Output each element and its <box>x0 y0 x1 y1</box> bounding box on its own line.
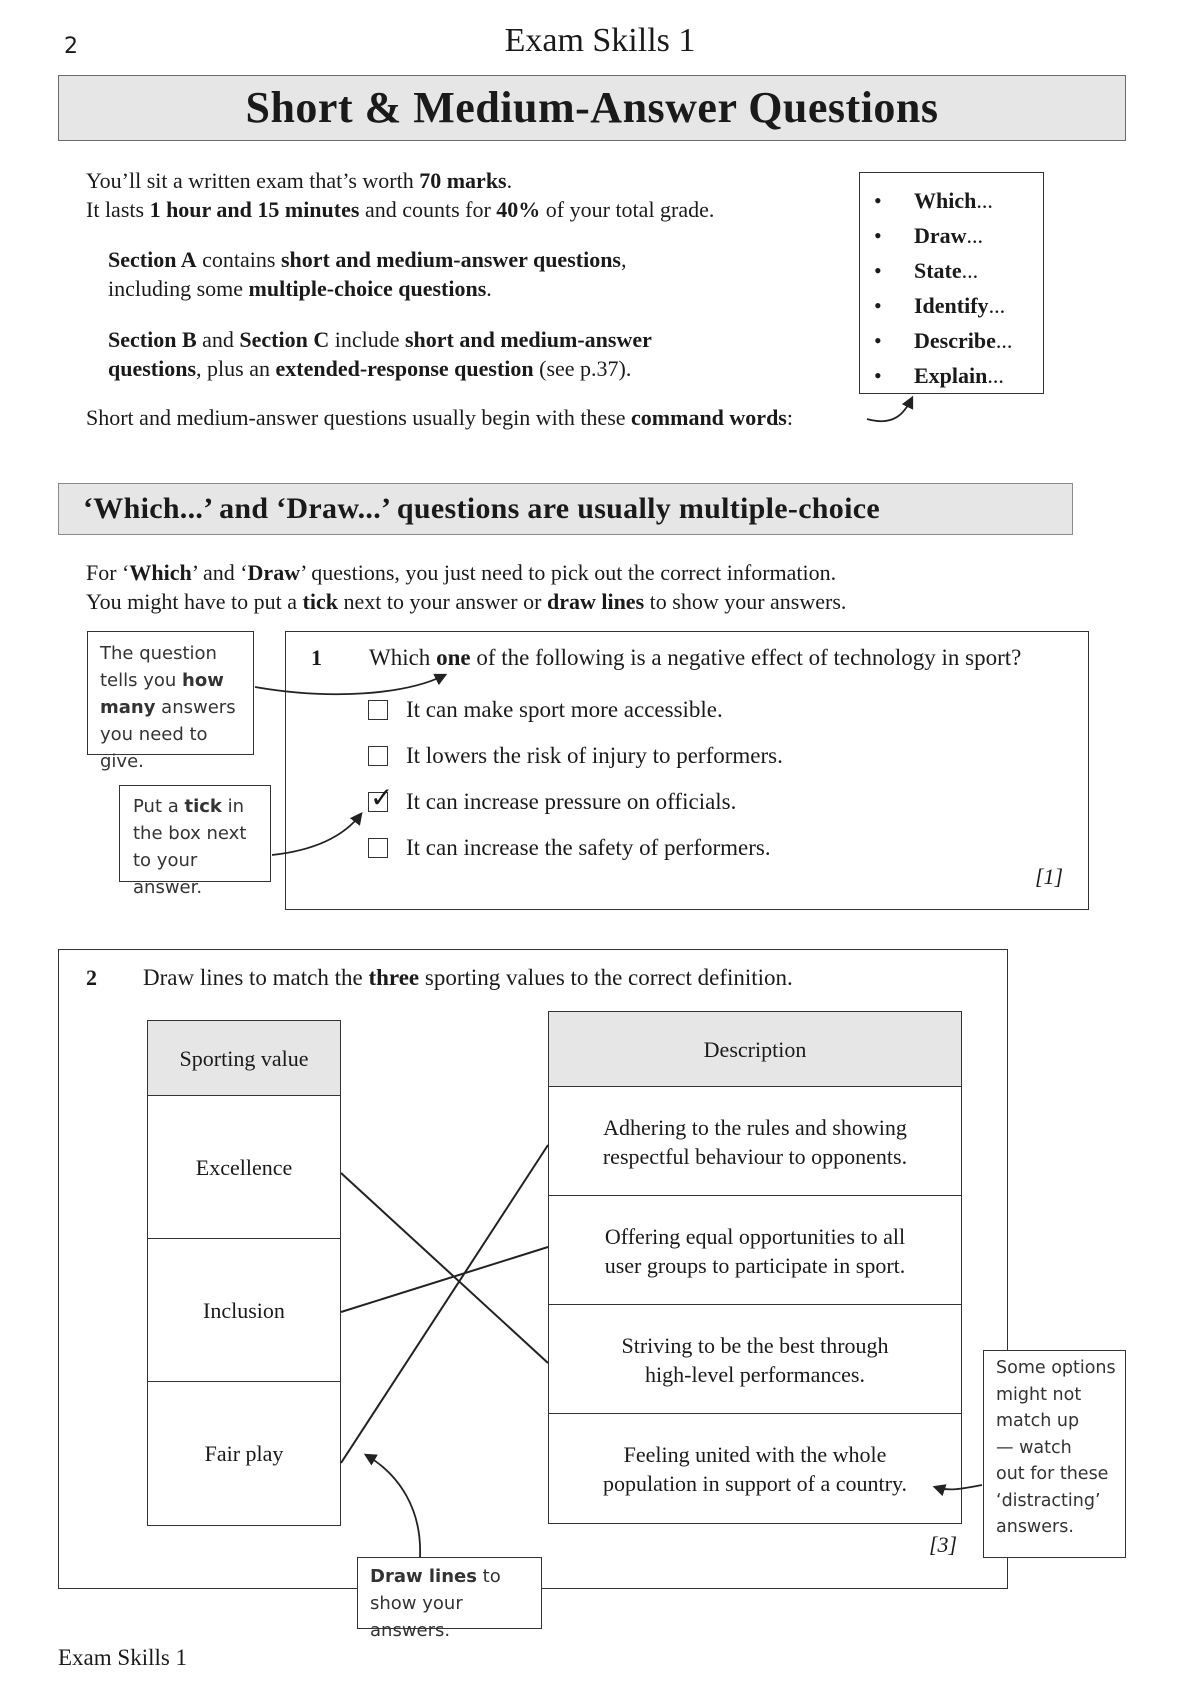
question-1-number: 1 <box>311 645 322 670</box>
note-how-many-answers: The question tells you how many answers you need to give. <box>87 631 254 755</box>
intro-paragraph <box>86 166 866 224</box>
description-header: Description <box>548 1011 962 1088</box>
command-word-item: • Which... <box>874 188 993 213</box>
question-1-text: Which one of the following is a negative effect of technology in sport? <box>369 645 1022 670</box>
section-bc-paragraph: Section B and Section C include short and medium-answer questions, plus an extended-response question (see p.37). <box>108 327 652 381</box>
answer-checkbox[interactable] <box>368 838 388 858</box>
description-cell[interactable]: Striving to be the best through high-level performances. <box>548 1304 962 1415</box>
question-1-option: It can increase the safety of performers. <box>368 835 771 861</box>
note-put-a-tick: Put a tick in the box next to your answer. <box>119 785 271 882</box>
description-cell[interactable]: Feeling united with the whole population in support of a country. <box>548 1413 962 1524</box>
question-2-number: 2 <box>86 965 97 990</box>
command-word-item: • Explain... <box>874 363 1004 388</box>
page-title: Short & Medium-Answer Questions <box>58 75 1126 141</box>
answer-checkbox[interactable] <box>368 746 388 766</box>
page-number: 2 <box>64 34 78 59</box>
note-distracting-answers: Some options might not match up — watch out for these ‘distracting’ answers. <box>983 1350 1126 1558</box>
question-1-option: ✓ It can increase pressure on officials. <box>370 781 737 814</box>
section-subheading: ‘Which...’ and ‘Draw...’ questions are usually multiple-choice <box>58 483 1073 535</box>
question-1-option: It lowers the risk of injury to performers. <box>368 743 783 769</box>
section-a-paragraph: Section A contains short and medium-answer questions, including some multiple-choice questions. <box>108 247 627 301</box>
question-1-option: It can make sport more accessible. <box>368 697 723 723</box>
question-1-box <box>285 631 1089 910</box>
intro-line-1: You’ll sit a written exam that’s worth 70 marks. <box>86 168 513 193</box>
answer-checkbox[interactable] <box>368 700 388 720</box>
command-word-item: • State... <box>874 258 979 283</box>
description-cell[interactable]: Adhering to the rules and showing respectful behaviour to opponents. <box>548 1086 962 1197</box>
command-words-intro: Short and medium-answer questions usually begin with these command words: <box>86 405 793 430</box>
question-2-marks: [3] <box>929 1532 958 1557</box>
question-1-marks: [1] <box>1035 864 1064 889</box>
header-title: Exam Skills 1 <box>504 22 696 59</box>
which-draw-intro: For ‘Which’ and ‘Draw’ questions, you just need to pick out the correct information. You might have to put a tick next to your answer or draw lines to show your answers. <box>86 560 847 614</box>
sporting-value-cell[interactable]: Excellence <box>147 1095 341 1240</box>
answer-checkbox[interactable] <box>368 781 394 814</box>
sporting-value-cell[interactable]: Inclusion <box>147 1238 341 1383</box>
question-2-text: Draw lines to match the three sporting values to the correct definition. <box>143 965 793 990</box>
command-word-item: • Identify... <box>874 293 1006 318</box>
command-word-item: • Draw... <box>874 223 984 248</box>
sporting-value-header: Sporting value <box>147 1020 341 1097</box>
intro-line-2: It lasts 1 hour and 15 minutes and counts for 40% of your total grade. <box>86 197 715 222</box>
description-cell[interactable]: Offering equal opportunities to all user groups to participate in sport. <box>548 1195 962 1306</box>
command-word-item: • Describe... <box>874 328 1013 353</box>
note-draw-lines: Draw lines to show your answers. <box>357 1557 542 1629</box>
tick-mark-icon: ✓ <box>370 781 394 814</box>
footer-title: Exam Skills 1 <box>58 1645 188 1670</box>
sporting-value-cell[interactable]: Fair play <box>147 1381 341 1526</box>
command-words-box <box>859 172 1044 394</box>
